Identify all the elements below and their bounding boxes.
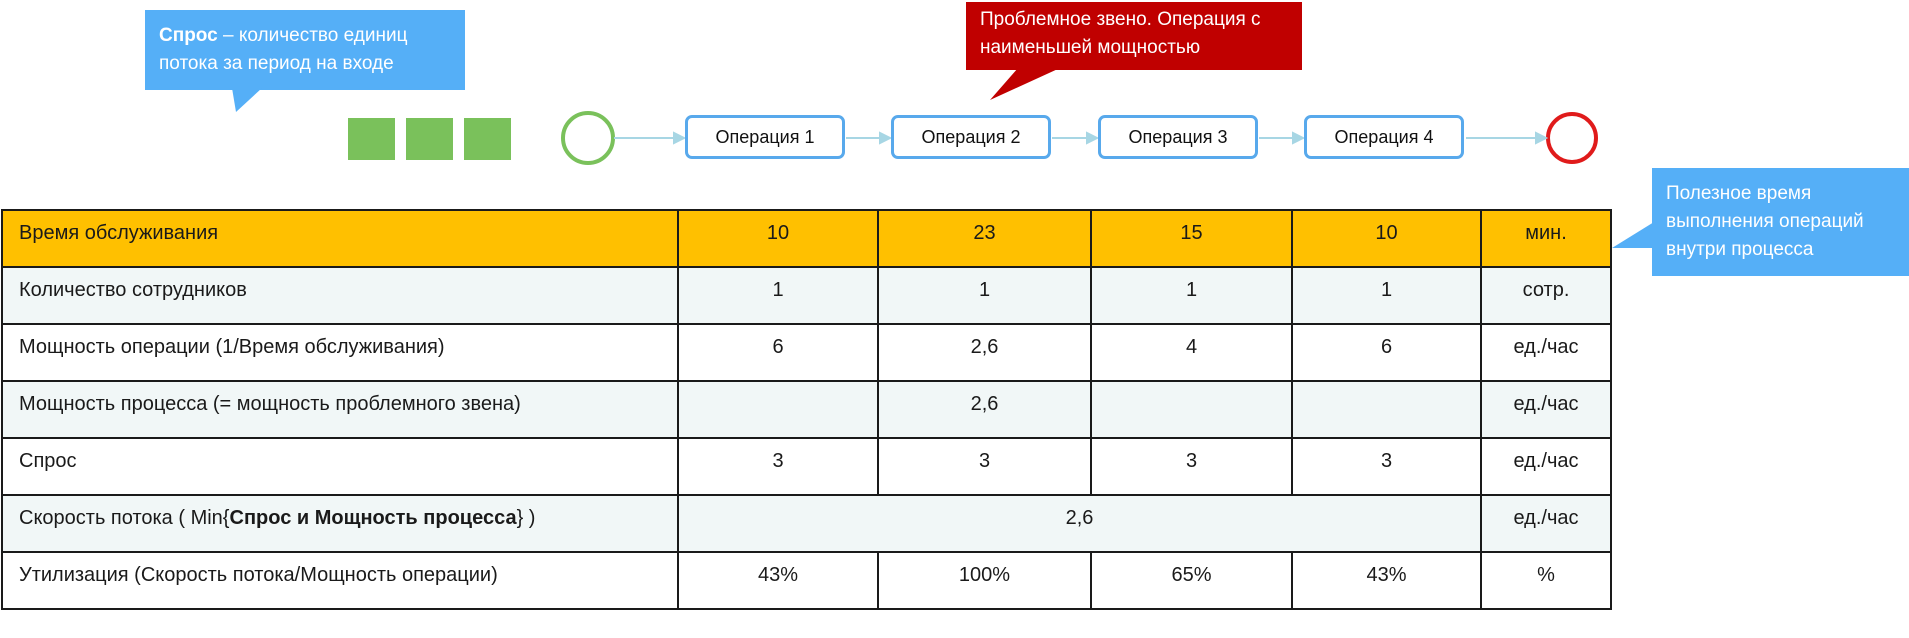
- table-cell: [1091, 381, 1292, 438]
- table-row: [2, 210, 1611, 267]
- operation-1-box: [685, 115, 845, 159]
- arrowhead: [674, 133, 684, 143]
- merged-value-cell: 2,6: [678, 495, 1481, 552]
- unit-cell: ед./час: [1481, 438, 1611, 495]
- queue-item: [348, 118, 395, 160]
- table-cell: 10: [1292, 210, 1481, 267]
- table-row: [2, 438, 1611, 495]
- demand-callout-term: Спрос: [159, 25, 218, 46]
- unit-cell: ед./час: [1481, 495, 1611, 552]
- table-cell: 100%: [878, 552, 1091, 609]
- demand-callout-pointer: [232, 88, 262, 112]
- table-cell: 3: [878, 438, 1091, 495]
- unit-cell: ед./час: [1481, 381, 1611, 438]
- table-cell: 43%: [1292, 552, 1481, 609]
- table-cell: 65%: [1091, 552, 1292, 609]
- row-label: Утилизация (Скорость потока/Мощность операции): [2, 552, 678, 609]
- bottleneck-callout-text: Проблемное звено. Операция с наименьшей мощностью: [980, 9, 1261, 58]
- table-cell: 1: [878, 267, 1091, 324]
- table-cell: 10: [678, 210, 878, 267]
- service-time-callout-text: Полезное время выполнения операций внутри процесса: [1666, 183, 1864, 260]
- operation-label: Операция 2: [921, 126, 1021, 147]
- table-cell: 15: [1091, 210, 1292, 267]
- label-prefix: Скорость потока ( Min{: [19, 507, 230, 529]
- bottleneck-callout-pointer: [990, 68, 1060, 100]
- row-label: Мощность процесса (= мощность проблемного звена): [2, 381, 678, 438]
- operation-label: Операция 1: [715, 126, 815, 147]
- table-row: [2, 267, 1611, 324]
- operation-3-box: [1098, 115, 1258, 159]
- table-cell: 23: [878, 210, 1091, 267]
- unit-cell: сотр.: [1481, 267, 1611, 324]
- row-label: [2, 495, 678, 552]
- demand-callout-text: – количество единиц потока за период на входе: [159, 25, 408, 74]
- queue-item: [406, 118, 453, 160]
- process-metrics-table: [1, 209, 1612, 610]
- arrowhead: [1087, 133, 1097, 143]
- row-label: Спрос: [2, 438, 678, 495]
- table-row: [2, 381, 1611, 438]
- row-label: Время обслуживания: [2, 210, 678, 267]
- unit-cell: мин.: [1481, 210, 1611, 267]
- service-time-callout-pointer: [1612, 222, 1654, 248]
- unit-cell: ед./час: [1481, 324, 1611, 381]
- end-event-circle: [1548, 114, 1596, 162]
- table-cell: 43%: [678, 552, 878, 609]
- label-bold: Спрос и Мощность процесса: [229, 507, 517, 529]
- table-cell: 1: [1091, 267, 1292, 324]
- label-suffix: } ): [516, 507, 536, 529]
- row-label: Мощность операции (1/Время обслуживания): [2, 324, 678, 381]
- table-cell: [678, 381, 878, 438]
- table-row: [2, 495, 1611, 552]
- table-cell: 3: [1091, 438, 1292, 495]
- operation-4-box: [1304, 115, 1464, 159]
- queue-item: [464, 118, 511, 160]
- table-cell: 2,6: [878, 324, 1091, 381]
- table-cell: 3: [678, 438, 878, 495]
- operation-label: Операция 3: [1128, 126, 1228, 147]
- table-cell: 2,6: [878, 381, 1091, 438]
- table-row: [2, 324, 1611, 381]
- row-label: Количество сотрудников: [2, 267, 678, 324]
- table-cell: [1292, 381, 1481, 438]
- arrowhead: [1293, 133, 1303, 143]
- operation-label: Операция 4: [1334, 126, 1434, 147]
- table-cell: 6: [678, 324, 878, 381]
- operation-2-box: [891, 115, 1051, 159]
- table-cell: 1: [678, 267, 878, 324]
- arrowhead: [880, 133, 890, 143]
- start-event-circle: [563, 113, 613, 163]
- table-cell: 4: [1091, 324, 1292, 381]
- table-cell: 6: [1292, 324, 1481, 381]
- arrowhead: [1536, 133, 1546, 143]
- table-cell: 3: [1292, 438, 1481, 495]
- table-row: [2, 552, 1611, 609]
- table-cell: 1: [1292, 267, 1481, 324]
- unit-cell: %: [1481, 552, 1611, 609]
